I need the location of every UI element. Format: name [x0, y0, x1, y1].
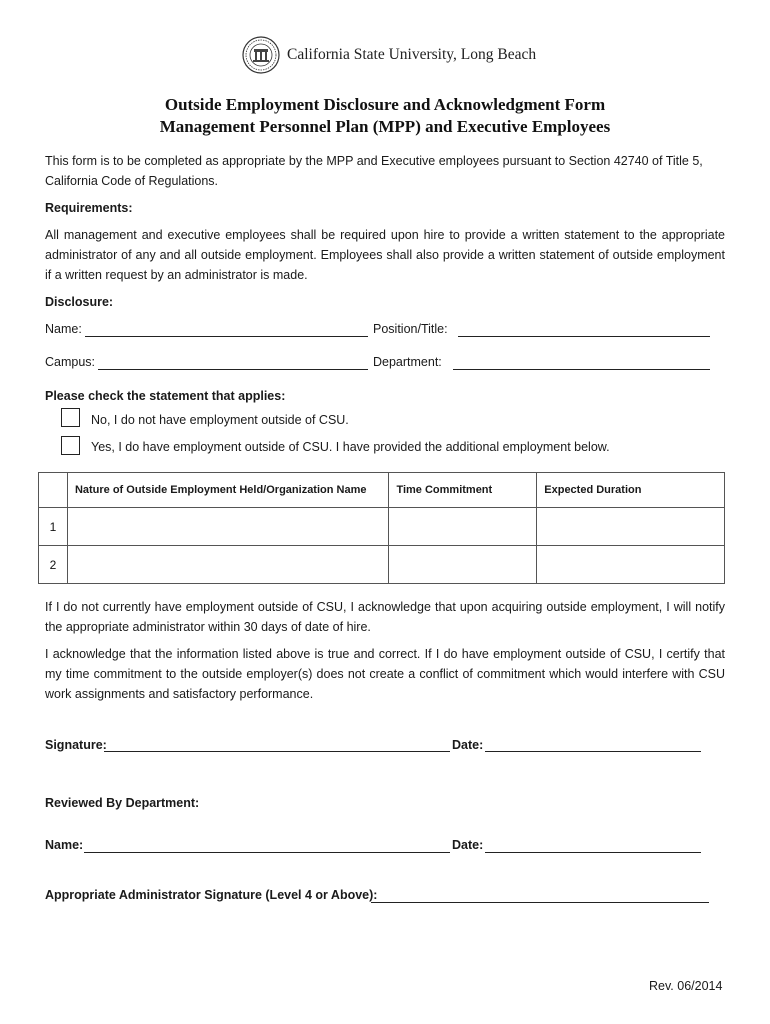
employment-table: [38, 472, 725, 584]
statement-heading: Please check the statement that applies:: [45, 389, 286, 403]
time-cell[interactable]: [389, 508, 537, 546]
duration-cell[interactable]: [537, 546, 725, 584]
reviewer-name-field[interactable]: [84, 852, 450, 853]
signature-label: Signature:: [45, 738, 107, 752]
table-row: [39, 546, 725, 584]
campus-field[interactable]: [98, 369, 368, 370]
time-cell[interactable]: [389, 546, 537, 584]
reviewer-date-field[interactable]: [485, 852, 701, 853]
nature-cell[interactable]: [67, 546, 389, 584]
signature-date-label: Date:: [452, 738, 484, 752]
department-field[interactable]: [453, 369, 710, 370]
nature-cell[interactable]: [67, 508, 389, 546]
name-label: Name:: [45, 322, 82, 336]
signature-field[interactable]: [104, 751, 450, 752]
duration-cell[interactable]: [537, 508, 725, 546]
row-number: 1: [39, 508, 68, 546]
admin-signature-label: Appropriate Administrator Signature (Level 4 or Above):: [45, 888, 378, 902]
checkbox-yes-employment[interactable]: [61, 436, 80, 455]
disclosure-heading: Disclosure:: [45, 295, 114, 309]
table-header-num: [39, 473, 68, 508]
requirements-heading: Requirements:: [45, 201, 133, 215]
university-seal-icon: [242, 36, 280, 74]
reviewer-date-label: Date:: [452, 838, 484, 852]
admin-signature-field[interactable]: [371, 902, 709, 903]
revision-label: Rev. 06/2014: [649, 979, 723, 993]
acknowledgment-1: If I do not currently have employment outside of CSU, I acknowledge that upon acquiring outside employment, I will notify the appropriate administrator within 30 days of date of hire.: [45, 600, 725, 634]
table-header-time: Time Commitment: [389, 473, 537, 508]
intro-text: This form is to be completed as appropriate by the MPP and Executive employees pursuant to Section 42740 of Title 5, California Code of Regulations.: [45, 154, 703, 188]
campus-label: Campus:: [45, 355, 96, 369]
form-subtitle: Management Personnel Plan (MPP) and Executive Employees: [159, 117, 611, 136]
signature-date-field[interactable]: [485, 751, 701, 752]
option-yes-label: Yes, I do have employment outside of CSU. I have provided the additional employment below.: [91, 440, 610, 454]
row-number: 2: [39, 546, 68, 584]
table-header-duration: Expected Duration: [537, 473, 725, 508]
header: [0, 36, 770, 76]
form-title: Outside Employment Disclosure and Acknowledgment Form: [164, 95, 606, 114]
table-header-nature: Nature of Outside Employment Held/Organization Name: [67, 473, 389, 508]
table-header-row: [39, 473, 725, 508]
university-name: California State University, Long Beach: [287, 46, 537, 63]
position-label: Position/Title:: [373, 322, 448, 336]
checkbox-no-employment[interactable]: [61, 408, 80, 427]
acknowledgment-2: I acknowledge that the information listed above is true and correct. If I do have employment outside of CSU, I certify that my time commitment to the outside employer(s) does not create a conflict of commitment which would interfere with CSU work assignments and satisfactory performance.: [45, 647, 725, 701]
name-field[interactable]: [85, 336, 368, 337]
position-field[interactable]: [458, 336, 710, 337]
option-no-label: No, I do not have employment outside of CSU.: [91, 413, 349, 427]
department-label: Department:: [373, 355, 442, 369]
reviewed-heading: Reviewed By Department:: [45, 796, 200, 810]
reviewer-name-label: Name:: [45, 838, 84, 852]
table-row: [39, 508, 725, 546]
requirements-text: All management and executive employees shall be required upon hire to provide a written statement to the appropriate administrator of any and all outside employment. Employees shall also provide a written statement of outside employment if a written request by an administrator is made.: [45, 228, 725, 282]
